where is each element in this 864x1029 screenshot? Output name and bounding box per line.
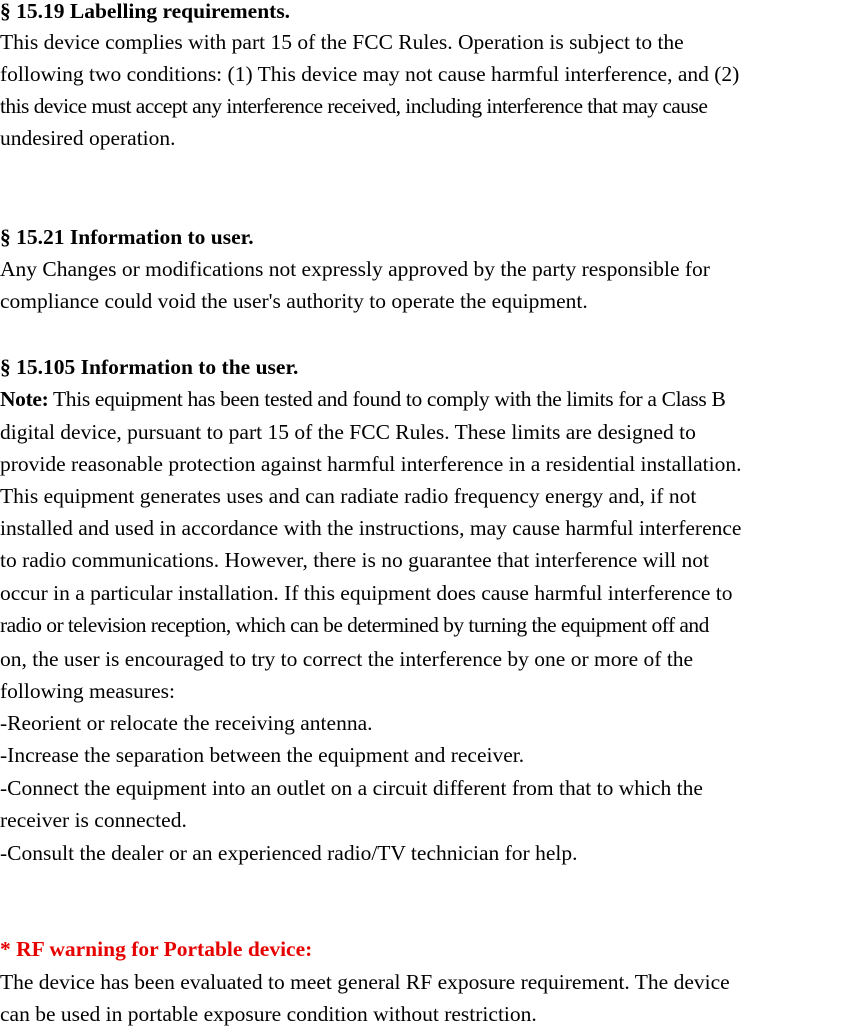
section-15-105-heading: § 15.105 Information to the user. xyxy=(0,355,299,379)
paragraph-line: this device must accept any interference received, including interference that may cause xyxy=(0,94,708,118)
paragraph-line: on, the user is encouraged to try to correct the interference by one or more of the xyxy=(0,647,694,671)
paragraph-line: to radio communications. However, there is no guarantee that interference will not xyxy=(0,548,709,572)
paragraph-line: following two conditions: (1) This device may not cause harmful interference, and (2) xyxy=(0,62,740,86)
paragraph-line: Any Changes or modifications not expressly approved by the party responsible for xyxy=(0,257,710,281)
paragraph-line: digital device, pursuant to part 15 of the FCC Rules. These limits are designed to xyxy=(0,420,696,444)
list-item: -Increase the separation between the equipment and receiver. xyxy=(0,743,525,767)
paragraph-line: radio or television reception, which can be determined by turning the equipment off and xyxy=(0,613,709,637)
note-text: This equipment has been tested and found to comply with the limits for a Class B xyxy=(48,387,726,411)
list-item: -Consult the dealer or an experienced radio/TV technician for help. xyxy=(0,841,578,865)
paragraph-line: can be used in portable exposure condition without restriction. xyxy=(0,1002,537,1026)
list-item: -Connect the equipment into an outlet on a circuit different from that to which the xyxy=(0,776,703,800)
list-item-continuation: receiver is connected. xyxy=(0,808,187,832)
rf-warning-heading: * RF warning for Portable device: xyxy=(0,937,313,961)
paragraph-line: occur in a particular installation. If this equipment does cause harmful interference to xyxy=(0,581,733,605)
paragraph-line: The device has been evaluated to meet general RF exposure requirement. The device xyxy=(0,970,730,994)
paragraph-line: This device complies with part 15 of the FCC Rules. Operation is subject to the xyxy=(0,30,684,54)
paragraph-line: provide reasonable protection against harmful interference in a residential installation. xyxy=(0,452,742,476)
section-15-21-heading: § 15.21 Information to user. xyxy=(0,225,254,249)
paragraph-line: following measures: xyxy=(0,679,175,703)
section-15-19-heading: § 15.19 Labelling requirements. xyxy=(0,0,291,23)
note-label: Note: xyxy=(0,387,49,411)
paragraph-line: undesired operation. xyxy=(0,126,176,150)
list-item: -Reorient or relocate the receiving antenna. xyxy=(0,711,373,735)
paragraph-line: This equipment generates uses and can radiate radio frequency energy and, if not xyxy=(0,484,697,508)
paragraph-line: compliance could void the user's authority to operate the equipment. xyxy=(0,289,588,313)
note-line xyxy=(0,386,725,412)
paragraph-line: installed and used in accordance with the instructions, may cause harmful interference xyxy=(0,516,742,540)
